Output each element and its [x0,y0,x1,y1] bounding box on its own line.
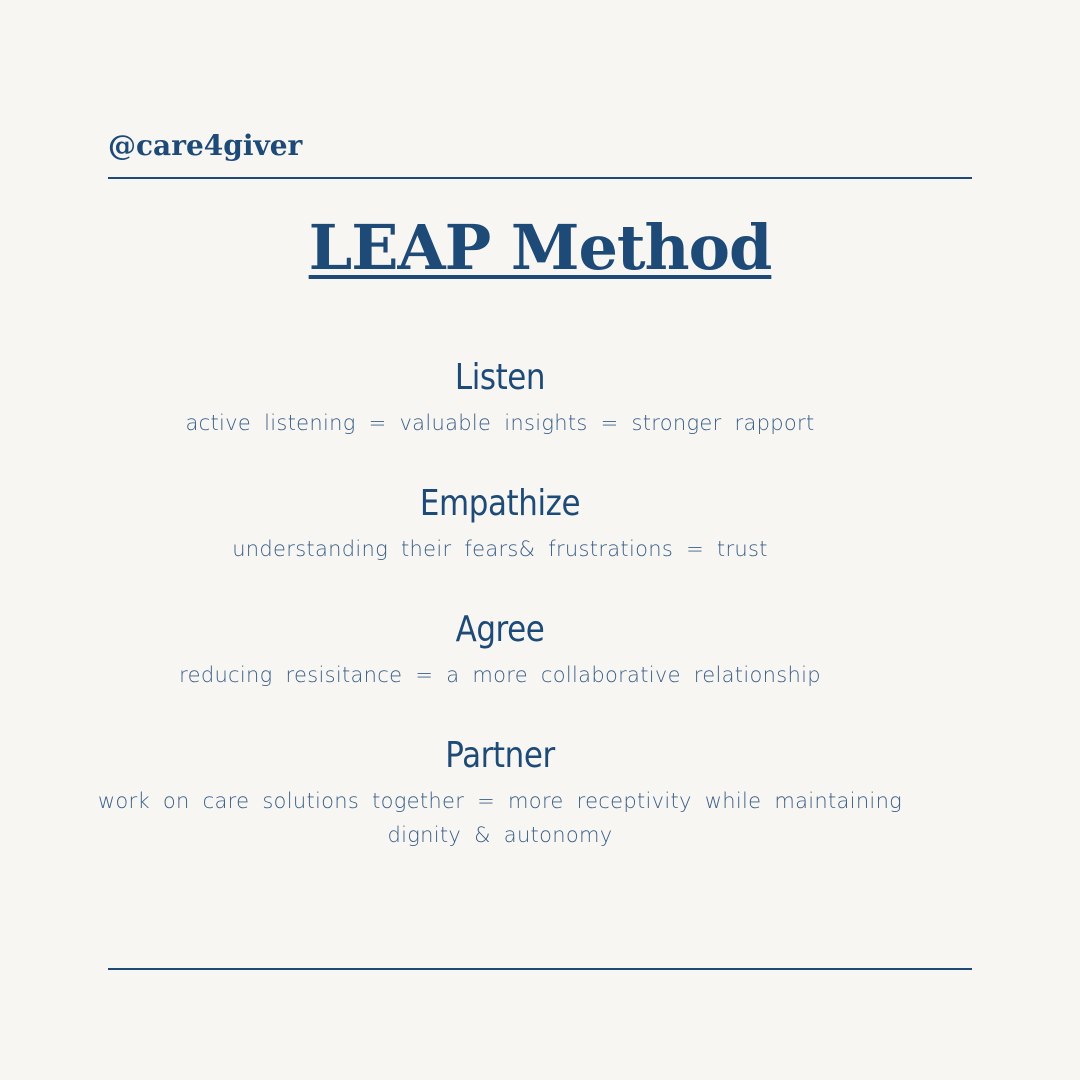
section-heading: Agree [455,609,545,650]
section-description: reducing resisitance = a more collaborative relationship [179,663,821,687]
section-heading: Empathize [419,483,581,524]
section-description: understanding their fears& frustrations = trust [232,537,768,561]
section-description: work on care solutions together = more receptivity while maintaining dignity & autonomy [97,789,903,847]
top-divider [108,177,972,179]
section-empathize [90,482,910,566]
page-title-text: LEAP Method [308,211,772,284]
section-heading: Partner [445,735,555,776]
section-description: active listening = valuable insights = stronger rapport [185,411,815,435]
section-partner [90,734,910,852]
page-title [0,208,1080,288]
bottom-divider [108,968,972,970]
section-listen [90,356,910,440]
account-handle: @care4giver [108,129,303,162]
section-agree [90,608,910,692]
section-heading: Listen [454,357,546,398]
